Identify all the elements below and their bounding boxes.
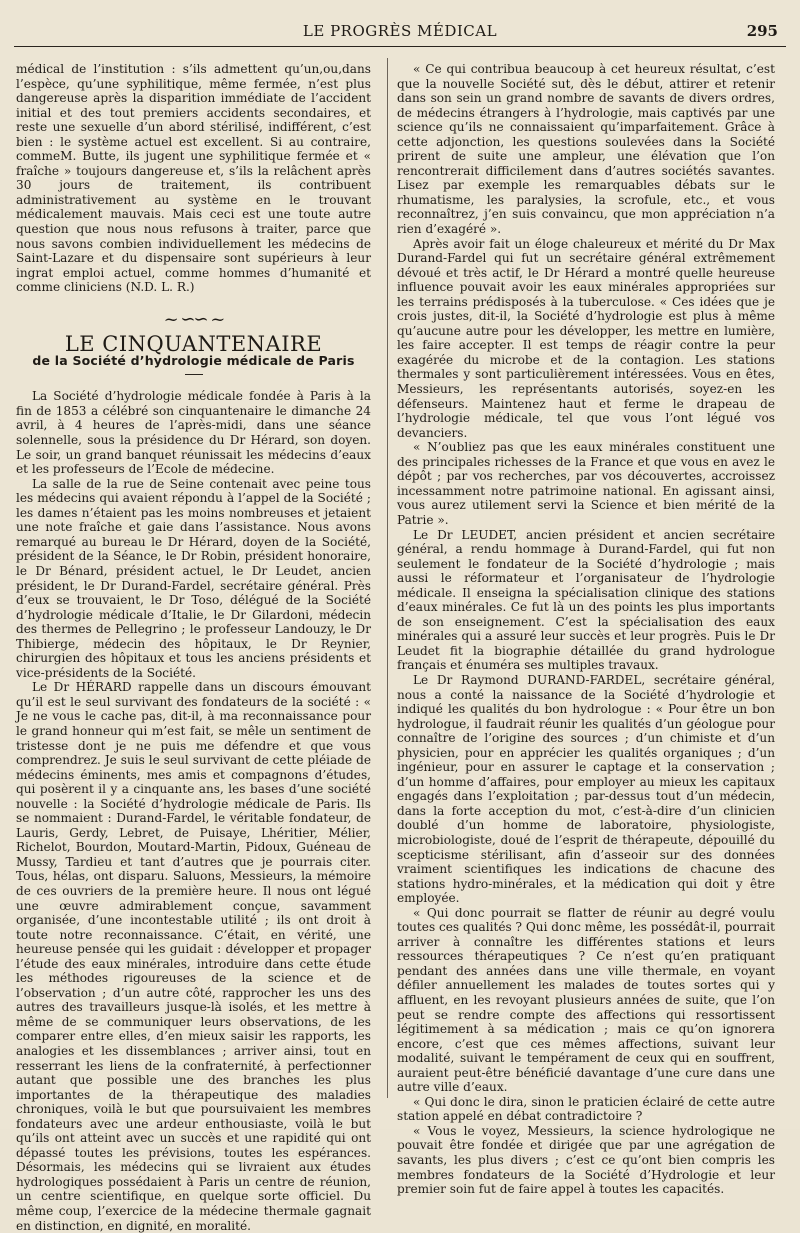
right-paragraph-6: « Qui donc pourrait se flatter de réunir au degré voulu toutes ces qualités ? Qui donc même, les possédât-il, pourrait arriver à connaître les différentes stations et leurs ressources thérapeutiques ? Ce n’est qu’en pratiquant pendant des années dans une ville thermale, en voyant défiler annuellement les malades de toutes sortes qui y affluent, en les revoyant plusieurs années de suite, que l’on peut se rendre compte des affections qui ressortissent légitimement à sa médication ; mais ce qu’on ignorera encore, c’est que ces mêmes affections, suivant leur modalité, suivant le tempérament de ceux qui en souffrent, auraient peut-être bénéficié davantage d’une cure dans une autre ville d’eaux. — [397, 905, 775, 1095]
right-paragraph-2: Après avoir fait un éloge chaleureux et mérité du Dr Max Durand-Fardel qui fut un secrétaire général extrêmement dévoué et très actif, le Dr Hérard a montré quelle heureuse influence pouvait avoir les eaux minérales appropriées sur les terrains prédisposés à la tuberculose. « Ces idées que je crois justes, dit-il, la Société d’hydrologie est plus à même qu’aucune autre pour les développer, les mettre en lumière, les faire accepter. Il est temps de réagir contre la peur exagérée du microbe et de la contagion. Les stations thermales y sont particulièrement intéressées. Vous en êtes, Messieurs, les représentants autorisés, soyez-en les défenseurs. Maintenez haut et ferme le drapeau de l’hydrologie médicale, tel que vous l’ont légué vos devanciers. — [397, 236, 775, 440]
continued-paragraph: médical de l’institution : s’ils admettent qu’un,ou,dans l’espèce, qu’une syphilitique, même fermée, n’est plus dangereuse après la disparition immédiate de l’accident initial et des tout premiers accidents secondaires, et reste une sexuelle d’un abord stérilisé, indifférent, c’est bien : le système actuel est excellent. Si au contraire, commeM. Butte, ils jugent une syphilitique fermée et « fraîche » toujours dangereuse et, s’ils la relâchent après 30 jours de traitement, ils contribuent administrativement au système en le trouvant médicalement mauvais. Mais ceci est une toute autre question que nous nous refusons à traiter, parce que nous savons combien individuellement les médecins de Saint-Lazare et du dispensaire sont supérieurs à leur ingrat emploi actuel, comme hommes d’humanité et comme cliniciens (N.D. L. R.) — [16, 62, 371, 295]
article-title: LE CINQUANTENAIRE — [64, 332, 323, 357]
section-ornament: ~ ∽∽ ~ — [163, 308, 224, 330]
right-column — [397, 62, 775, 1197]
left-paragraph-2: La salle de la rue de Seine contenait avec peine tous les médecins qui avaient répondu à l’appel de la Société ; les dames n’étaient pas les moins nombreuses et jetaient une note fraîche et gaie dans l’assistance. Nous avons remarqué au bureau le Dr Hérard, doyen de la Société, président de la Séance, le Dr Robin, président honoraire, le Dr Bénard, président actuel, le Dr Leudet, ancien président, le Dr Durand-Fardel, secrétaire général. Près d’eux se trouvaient, le Dr Toso, délégué de la Société d’hydrologie médicale d’Italie, le Dr Gilardoni, médecin des thermes de Pellegrino ; le professeur Landouzy, le Dr Thibierge, médecin des hôpitaux, le Dr Reynier, chirurgien des hôpitaux et tous les anciens présidents et vice-présidents de la Société. — [16, 476, 371, 680]
left-paragraph-1: La Société d’hydrologie médicale fondée à Paris à la fin de 1853 a célébré son cinquantenaire le dimanche 24 avril, à 4 heures de l’après-midi, dans une séance solennelle, sous la présidence du Dr Hérard, son doyen. Le soir, un grand banquet réunissait les médecins d’eaux et les professeurs de l’Ecole de médecine. — [16, 389, 371, 477]
page-header — [14, 22, 786, 47]
article-subtitle: de la Société d’hydrologie médicale de Paris — [32, 352, 355, 368]
title-rule — [185, 374, 203, 375]
page-number: 295 — [746, 22, 778, 40]
left-paragraph-3: Le Dr HÉRARD rappelle dans un discours émouvant qu’il est le seul survivant des fondateurs de la société : « Je ne vous le cache pas, dit-il, à ma reconnaissance pour le grand honneur qui m’est fait, se mêle un sentiment de tristesse dont je ne puis me défendre et que vous comprendrez. Je suis le seul survivant de cette pléiade de médecins éminents, mes amis et compagnons d’études, qui posèrent il y a cinquante ans, les bases d’une société nouvelle : la Société d’hydrologie médicale de Paris. Ils se nommaient : Durand-Fardel, le véritable fondateur, de Lauris, Gerdy, Lebret, de Puisaye, Lhéritier, Mélier, Richelot, Bourdon, Moutard-Martin, Pidoux, Guéneau de Mussy, Tardieu et tant d’autres que je pourrais citer. Tous, hélas, ont disparu. Saluons, Messieurs, la mémoire de ces ouvriers de la première heure. Il nous ont légué une œuvre admirablement conçue, savamment organisée, d’une incontestable utilité ; ils ont droit à toute notre reconnaissance. C’était, en vérité, une heureuse pensée qui les guidait : développer et propager l’étude des eaux minérales, introduire dans cette étude les méthodes rigoureuses de la science et de l’observation ; d’un autre côté, rapprocher les uns des autres des travailleurs jusque-là isolés, et les mettre à même de se communiquer leurs observations, de les comparer entre elles, d’en mieux saisir les rapports, les analogies et les dissemblances ; arriver ainsi, tout en resserrant les liens de la confraternité, à perfectionner autant que possible une des branches les plus importantes de la thérapeutique des maladies chroniques, voilà le but que poursuivaient les membres fondateurs avec une ardeur enthousiaste, voilà le but qu’ils ont atteint avec un succès et une rapidité qui ont dépassé toutes les prévisions, toutes les espérances. Désormais, les médecins qui se livraient aux études hydrologiques possédaient à Paris un centre de réunion, un centre scientifique, en quelque sorte officiel. Du même coup, l’exercice de la médecine thermale gagnait en distinction, en dignité, en moralité. — [16, 680, 371, 1233]
right-paragraph-7: « Qui donc le dira, sinon le praticien éclairé de cette autre station appelé en débat contradictoire ? — [397, 1094, 775, 1124]
running-title: LE PROGRÈS MÉDICAL — [302, 22, 498, 40]
right-paragraph-5: Le Dr Raymond DURAND-FARDEL, secrétaire général, nous a conté la naissance de la Société d’hydrologie et indiqué les qualités du bon hydrologue : « Pour être un bon hydrologue, il faudrait réunir les qualités d’un géologue pour connaître de l’origine des sources ; d’un chimiste et d’un physicien, pour en apprécier les qualités organiques ; d’un ingénieur, pour en assurer le captage et la conservation ; d’un homme d’affaires, pour employer au mieux les capitaux engagés dans l’exploitation ; par-dessus tout d’un médecin, dans la forte acception du mot, c’est-à-dire d’un clinicien doublé d’un homme de laboratoire, physiologiste, microbiologiste, doué de l’esprit de thérapeute, dépouillé du scepticisme stérilisant, afin d’asseoir sur des données vraiment scientifiques les indications de chacune des stations hydro-minérales, et la médication qui doit y être employée. — [397, 672, 775, 906]
left-column — [16, 62, 371, 1233]
right-paragraph-1: « Ce qui contribua beaucoup à cet heureux résultat, c’est que la nouvelle Société sut, dès le début, attirer et retenir dans son sein un grand nombre de savants de divers ordres, de médecins étrangers à l’hydrologie, mais captivés par une science qu’ils ne connaissaient qu’imparfaitement. Grâce à cette adjonction, les questions soulevées dans la Société prirent de suite une ampleur, une élévation que l’on rencontrerait difficilement dans d’autres sociétés savantes. Lisez par exemple les remarquables débats sur le rhumatisme, les paralysies, la scrofule, etc., et vous reconnaîtrez, j’en suis convaincu, que mon appréciation n’a rien d’exagéré ». — [397, 62, 775, 237]
right-paragraph-3: « N’oubliez pas que les eaux minérales constituent une des principales richesses de la France et que vous en avez le dépôt ; par vos recherches, par vos découvertes, accroissez incessamment notre patrimoine national. En agissant ainsi, vous aurez utilement servi la Science et bien mérité de la Patrie ». — [397, 440, 775, 527]
right-paragraph-8: « Vous le voyez, Messieurs, la science hydrologique ne pouvait être fondée et dirigée que par une agrégation de savants, les plus divers ; c’est ce qu’ont bien compris les membres fondateurs de la Société d’Hydrologie et leur premier soin fut de faire appel à toutes les capacités. — [397, 1123, 775, 1197]
right-paragraph-4: Le Dr LEUDET, ancien président et ancien secrétaire général, a rendu hommage à Durand-Fardel, qui fut non seulement le fondateur de la Société d’hydrologie ; mais aussi le réformateur et l’organisateur de l’hydrologie médicale. Il enseigna la spécialisation clinique des stations d’eaux minérales. Ce fut là un des points les plus importants de son enseignement. C’est la spécialisation des eaux minérales qui a assuré leur succès et leur progrès. Puis le Dr Leudet fit la biographie détaillée du grand hydrologue français et énuméra ses multiples travaux. — [397, 527, 775, 673]
column-divider — [387, 58, 388, 1098]
